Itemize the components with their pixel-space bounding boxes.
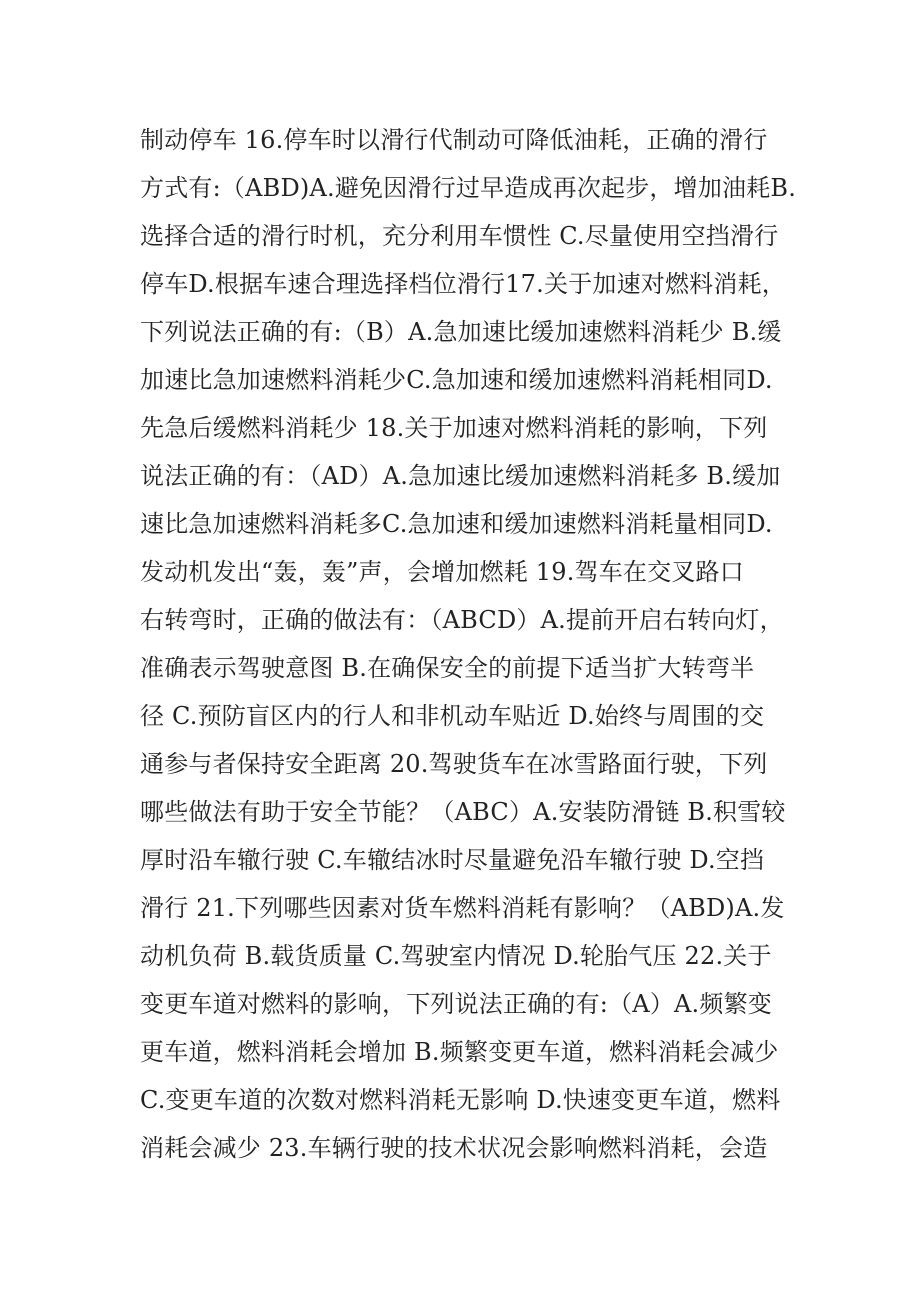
document-body — [140, 116, 797, 1172]
text-line: 加速比急加速燃料消耗少C.急加速和缓加速燃料消耗相同D. — [140, 366, 773, 394]
text-line: 更车道，燃料消耗会增加 B.频繁变更车道，燃料消耗会减少 — [140, 1038, 779, 1066]
text-line: 变更车道对燃料的影响，下列说法正确的有:（A）A.频繁变 — [140, 990, 772, 1018]
text-line: 通参与者保持安全距离 20.驾驶货车在冰雪路面行驶，下列 — [140, 750, 768, 778]
text-line: 哪些做法有助于安全节能？（ABC）A.安装防滑链 B.积雪较 — [140, 798, 786, 826]
text-line: 速比急加速燃料消耗多C.急加速和缓加速燃料消耗量相同D. — [140, 510, 773, 538]
text-line: 径 C.预防盲区内的行人和非机动车贴近 D.始终与周围的交 — [140, 702, 765, 730]
text-line: 滑行 21.下列哪些因素对货车燃料消耗有影响？（ABD)A.发 — [140, 894, 785, 922]
text-line: 说法正确的有：（AD）A.急加速比缓加速燃料消耗多 B.缓加 — [140, 462, 781, 490]
text-line: 发动机发出“轰，轰”声，会增加燃耗 19.驾车在交叉路口 — [140, 558, 744, 586]
text-line: 制动停车 16.停车时以滑行代制动可降低油耗，正确的滑行 — [140, 126, 768, 154]
text-line: 选择合适的滑行时机，充分利用车惯性 C.尽量使用空挡滑行 — [140, 222, 779, 250]
text-line: 停车D.根据车速合理选择档位滑行17.关于加速对燃料消耗， — [140, 270, 786, 298]
text-line: 先急后缓燃料消耗少 18.关于加速对燃料消耗的影响，下列 — [140, 414, 768, 442]
text-line: 消耗会减少 23.车辆行驶的技术状况会影响燃料消耗，会造 — [140, 1134, 768, 1162]
text-line: 下列说法正确的有:（B）A.急加速比缓加速燃料消耗少 B.缓 — [140, 318, 782, 346]
text-line: 厚时沿车辙行驶 C.车辙结冰时尽量避免沿车辙行驶 D.空挡 — [140, 846, 765, 874]
text-line: 方式有:（ABD)A.避免因滑行过早造成再次起步，增加油耗B. — [140, 174, 797, 202]
text-line: 动机负荷 B.载货质量 C.驾驶室内情况 D.轮胎气压 22.关于 — [140, 942, 772, 970]
text-line: 右转弯时，正确的做法有：（ABCD）A.提前开启右转向灯， — [140, 606, 784, 634]
text-line: C.变更车道的次数对燃料消耗无影响 D.快速变更车道，燃料 — [140, 1086, 781, 1114]
text-line: 准确表示驾驶意图 B.在确保安全的前提下适当扩大转弯半 — [140, 654, 755, 682]
